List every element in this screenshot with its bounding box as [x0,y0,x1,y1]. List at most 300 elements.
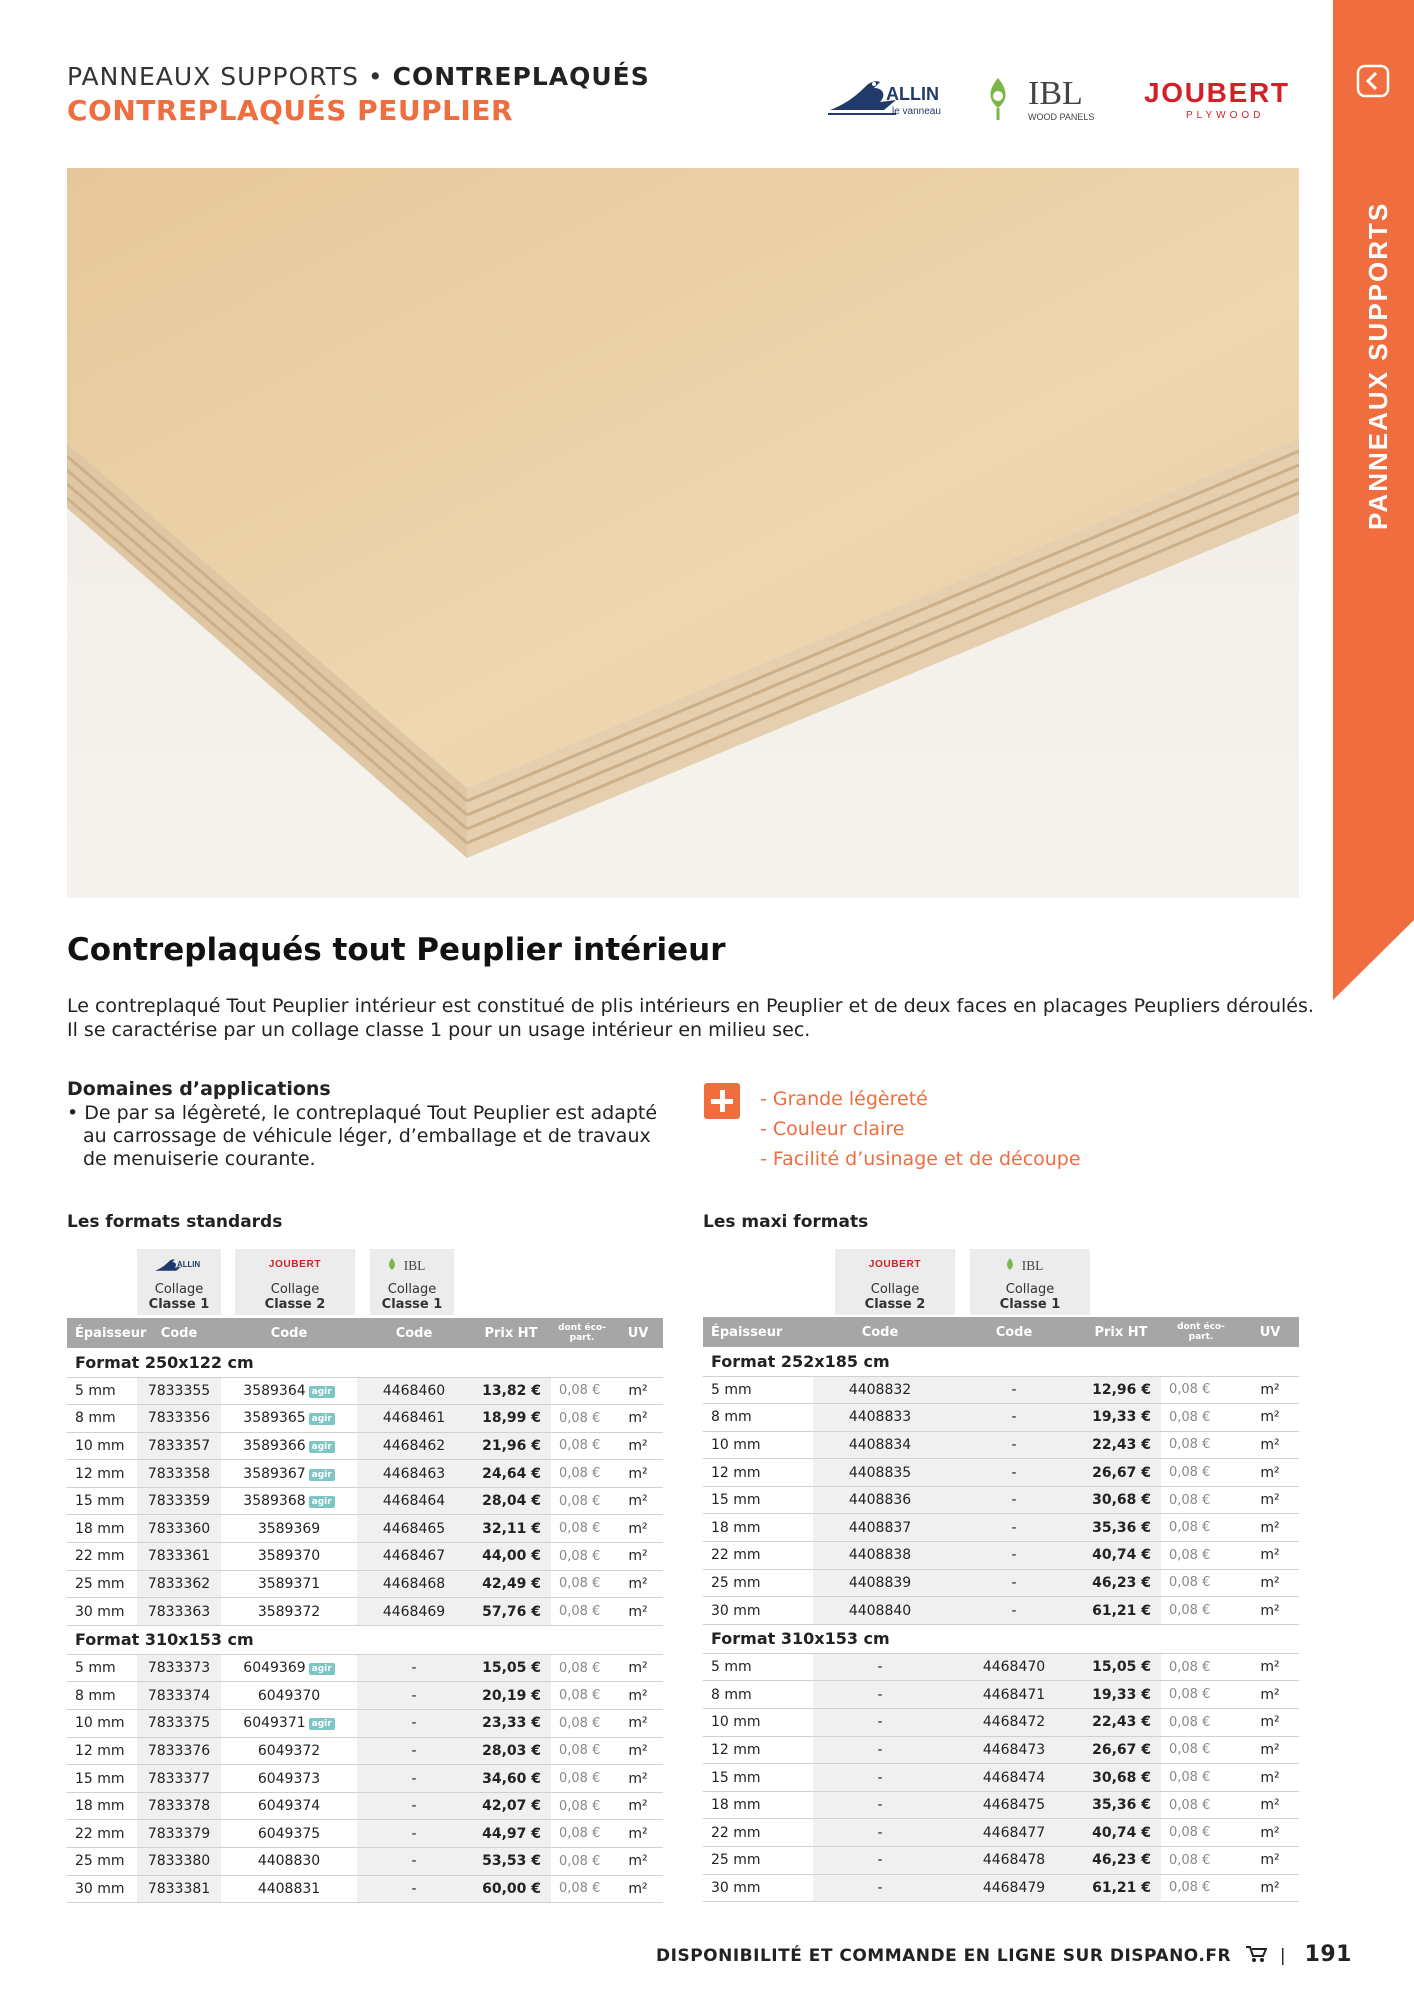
table-row [703,1431,1299,1459]
code-ibl-cell: - [947,1569,1081,1597]
unit-cell: m² [613,1654,663,1682]
thickness-cell: 25 mm [703,1569,813,1597]
code-ibl-cell: - [947,1431,1081,1459]
thickness-cell: 25 mm [67,1848,137,1876]
format-row [67,1348,663,1377]
code-joubert-cell [221,1654,357,1682]
code-allin-cell: 7833356 [137,1405,221,1433]
format-label: Format 310x153 cm [67,1625,663,1654]
code-value: 3589372 [257,1603,321,1620]
table-row [67,1432,663,1460]
unit-cell: m² [613,1765,663,1793]
table-row [703,1736,1299,1764]
product-photo [67,168,1299,898]
ibl-logo [1003,1255,1057,1277]
price-cell: 44,97 € [471,1820,551,1848]
side-tab[interactable] [1333,0,1414,1000]
code-joubert-cell: 4408832 [813,1376,947,1404]
code-joubert-cell [221,1377,357,1405]
code-ibl-cell: 4468477 [947,1819,1081,1847]
eco-part-cell: 0,08 € [1161,1404,1241,1432]
code-ibl-cell: - [947,1542,1081,1570]
table-row [67,1682,663,1710]
price-cell: 20,19 € [471,1682,551,1710]
code-allin-cell: 7833363 [137,1598,221,1626]
code-ibl-cell: - [357,1710,471,1738]
eco-part-cell: 0,08 € [1161,1542,1241,1570]
thickness-cell: 8 mm [703,1681,813,1709]
code-ibl-cell: 4468472 [947,1709,1081,1737]
code-value: 3589367 [243,1465,306,1482]
price-cell: 42,07 € [471,1792,551,1820]
code-allin-cell: 7833380 [137,1848,221,1876]
unit-cell: m² [1241,1764,1299,1792]
format-row [67,1625,663,1654]
eco-part-cell: 0,08 € [551,1377,613,1405]
price-cell: 40,74 € [1081,1819,1161,1847]
code-ibl-cell: 4468468 [357,1570,471,1598]
code-allin-cell: 7833377 [137,1765,221,1793]
thickness-cell: 30 mm [703,1597,813,1625]
code-value: 3589371 [257,1575,321,1592]
code-joubert-cell: - [813,1709,947,1737]
code-value: 6049371 [243,1715,306,1732]
price-cell: 46,23 € [1081,1569,1161,1597]
ibl-logo [984,70,1114,126]
code-joubert-cell: 4408839 [813,1569,947,1597]
table-row [67,1792,663,1820]
table-row [703,1569,1299,1597]
eco-part-cell: 0,08 € [551,1598,613,1626]
price-cell: 60,00 € [471,1875,551,1903]
code-joubert-cell [221,1598,357,1626]
benefit-item: - Grande légèreté [760,1088,928,1110]
code-value: 3589370 [257,1548,321,1565]
eco-part-cell: 0,08 € [551,1737,613,1765]
joubert-logo-name: JOUBERT [1144,77,1288,108]
agir-badge: agir [309,1386,335,1398]
eco-part-cell: 0,08 € [551,1487,613,1515]
breadcrumb [67,62,650,91]
unit-cell: m² [1241,1569,1299,1597]
unit-cell: m² [613,1377,663,1405]
price-cell: 46,23 € [1081,1847,1161,1875]
col-header: Prix HT [1081,1317,1161,1347]
code-allin-cell: 7833375 [137,1710,221,1738]
price-cell: 18,99 € [471,1405,551,1433]
code-joubert-cell [221,1848,357,1876]
code-allin-cell: 7833374 [137,1682,221,1710]
price-cell: 44,00 € [471,1543,551,1571]
col-header: Code [947,1317,1081,1347]
code-joubert-cell [221,1405,357,1433]
allin-logo-name: ALLIN [886,84,939,104]
page-title: CONTREPLAQUÉS PEUPLIER [67,94,514,127]
table-row [67,1820,663,1848]
thickness-cell: 8 mm [703,1404,813,1432]
code-value: 6049372 [257,1742,321,1759]
joubert-logo [268,1255,322,1277]
code-joubert-cell [221,1460,357,1488]
col-header: Code [221,1318,357,1348]
price-cell: 53,53 € [471,1848,551,1876]
unit-cell: m² [1241,1791,1299,1819]
thickness-cell: 22 mm [67,1543,137,1571]
code-ibl-cell: - [357,1737,471,1765]
table-row [703,1514,1299,1542]
breadcrumb-current: CONTREPLAQUÉS [392,62,650,91]
ibl-mini-name: IBL [403,1257,426,1273]
brand-column-joubert [235,1249,355,1315]
code-ibl-cell: 4468475 [947,1791,1081,1819]
code-ibl-cell: 4468461 [357,1405,471,1433]
classe-label: Classe 1 [148,1297,210,1312]
product-heading: Contreplaqués tout Peuplier intérieur [67,932,726,968]
code-joubert-cell: 4408834 [813,1431,947,1459]
thickness-cell: 12 mm [67,1460,137,1488]
table-row [67,1377,663,1405]
price-cell: 26,67 € [1081,1459,1161,1487]
price-cell: 19,33 € [1081,1681,1161,1709]
eco-part-cell: 0,08 € [1161,1514,1241,1542]
unit-cell: m² [1241,1597,1299,1625]
eco-part-cell: 0,08 € [551,1848,613,1876]
maxi-formats-title: Les maxi formats [703,1212,869,1232]
code-allin-cell: 7833378 [137,1792,221,1820]
code-allin-cell: 7833376 [137,1737,221,1765]
eco-part-cell: 0,08 € [551,1792,613,1820]
eco-part-cell: 0,08 € [1161,1681,1241,1709]
unit-cell: m² [1241,1819,1299,1847]
plus-icon [704,1083,740,1119]
collage-label: Collage [870,1282,920,1297]
code-joubert-cell: - [813,1736,947,1764]
code-ibl-cell: 4468469 [357,1598,471,1626]
thickness-cell: 18 mm [703,1791,813,1819]
eco-part-cell: 0,08 € [551,1460,613,1488]
code-joubert-cell [221,1737,357,1765]
price-cell: 15,05 € [1081,1653,1161,1681]
code-joubert-cell: - [813,1791,947,1819]
thickness-cell: 25 mm [703,1847,813,1875]
eco-part-cell: 0,08 € [1161,1874,1241,1902]
col-header: Épaisseur [703,1317,813,1347]
thickness-cell: 30 mm [67,1875,137,1903]
code-allin-cell: 7833379 [137,1820,221,1848]
eco-part-cell: 0,08 € [1161,1709,1241,1737]
eco-part-cell: 0,08 € [551,1515,613,1543]
code-ibl-cell: - [357,1820,471,1848]
table-row [67,1848,663,1876]
joubert-logo [1142,72,1292,126]
eco-part-cell: 0,08 € [1161,1459,1241,1487]
page-number: 191 [1304,1942,1352,1967]
eco-part-cell: 0,08 € [1161,1431,1241,1459]
thickness-cell: 10 mm [67,1432,137,1460]
unit-cell: m² [613,1405,663,1433]
unit-cell: m² [613,1432,663,1460]
table-row [67,1710,663,1738]
price-cell: 42,49 € [471,1570,551,1598]
unit-cell: m² [613,1710,663,1738]
table-row [703,1542,1299,1570]
code-joubert-cell [221,1570,357,1598]
table-row [67,1737,663,1765]
eco-part-cell: 0,08 € [1161,1653,1241,1681]
benefit-item: - Facilité d’usinage et de découpe [760,1148,1081,1170]
code-joubert-cell: - [813,1874,947,1902]
unit-cell: m² [613,1460,663,1488]
brand-column-joubert [835,1249,955,1315]
table-row [703,1653,1299,1681]
maxi-formats-table [703,1317,1299,1902]
eco-part-cell: 0,08 € [551,1405,613,1433]
format-label: Format 252x185 cm [703,1347,1299,1376]
thickness-cell: 12 mm [703,1736,813,1764]
unit-cell: m² [613,1487,663,1515]
price-cell: 28,04 € [471,1487,551,1515]
code-ibl-cell: - [357,1765,471,1793]
collage-label: Collage [387,1282,437,1297]
code-allin-cell: 7833360 [137,1515,221,1543]
price-cell: 34,60 € [471,1765,551,1793]
table-row [703,1376,1299,1404]
unit-cell: m² [1241,1736,1299,1764]
unit-cell: m² [613,1570,663,1598]
code-joubert-cell [221,1487,357,1515]
col-header: UV [613,1318,663,1348]
price-cell: 26,67 € [1081,1736,1161,1764]
allin-logo-sub: le vanneau [892,106,941,117]
code-ibl-cell: - [357,1875,471,1903]
unit-cell: m² [613,1598,663,1626]
code-value: 3589364 [243,1382,306,1399]
eco-part-cell: 0,08 € [551,1543,613,1571]
code-joubert-cell: 4408840 [813,1597,947,1625]
classe-label: Classe 2 [864,1297,926,1312]
table-row [67,1570,663,1598]
thickness-cell: 15 mm [67,1487,137,1515]
code-ibl-cell: - [947,1486,1081,1514]
unit-cell: m² [613,1820,663,1848]
unit-cell: m² [613,1515,663,1543]
table-row [67,1765,663,1793]
code-ibl-cell: - [947,1514,1081,1542]
code-value: 3589366 [243,1437,306,1454]
format-row [703,1624,1299,1653]
price-cell: 40,74 € [1081,1542,1161,1570]
col-header: Code [137,1318,221,1348]
eco-part-cell: 0,08 € [551,1765,613,1793]
price-cell: 22,43 € [1081,1431,1161,1459]
ibl-mini-name: IBL [1021,1257,1044,1273]
side-tab-label: PANNEAUX SUPPORTS [1363,201,1393,530]
table-row [67,1598,663,1626]
eco-part-cell: 0,08 € [1161,1486,1241,1514]
col-header: UV [1241,1317,1299,1347]
applications-title: Domaines d’applications [67,1078,331,1100]
thickness-cell: 8 mm [67,1682,137,1710]
col-header: dont éco-part. [1161,1317,1241,1347]
code-ibl-cell: - [947,1404,1081,1432]
code-value: 3589368 [243,1493,306,1510]
benefit-item: - Couleur claire [760,1118,905,1140]
price-cell: 12,96 € [1081,1376,1161,1404]
col-header: dont éco-part. [551,1318,613,1348]
table-row [703,1874,1299,1902]
format-label: Format 310x153 cm [703,1624,1299,1653]
code-ibl-cell: 4468474 [947,1764,1081,1792]
footer-link-text[interactable]: DISPONIBILITÉ ET COMMANDE EN LIGNE SUR DISPANO.FR [656,1946,1232,1966]
agir-badge: agir [309,1496,335,1508]
table-row [67,1875,663,1903]
table-row [67,1460,663,1488]
joubert-mini-name: JOUBERT [868,1259,921,1271]
unit-cell: m² [1241,1874,1299,1902]
thickness-cell: 12 mm [67,1737,137,1765]
eco-part-cell: 0,08 € [1161,1819,1241,1847]
format-row [703,1347,1299,1376]
code-allin-cell: 7833359 [137,1487,221,1515]
applications-text: • De par sa légèreté, le contreplaqué Tout Peuplier est adapté au carrossage de véhicule léger, d’emballage et de travaux de menuiserie courante. [67,1102,658,1170]
eco-part-cell: 0,08 € [1161,1376,1241,1404]
table-row [703,1791,1299,1819]
standard-formats-title: Les formats standards [67,1212,283,1232]
thickness-cell: 18 mm [67,1792,137,1820]
unit-cell: m² [1241,1376,1299,1404]
ibl-logo-name: IBL [1028,75,1083,112]
unit-cell: m² [1241,1514,1299,1542]
collage-label: Collage [1005,1282,1055,1297]
thickness-cell: 5 mm [67,1654,137,1682]
price-cell: 32,11 € [471,1515,551,1543]
table-row [703,1486,1299,1514]
price-cell: 28,03 € [471,1737,551,1765]
unit-cell: m² [613,1875,663,1903]
code-ibl-cell: 4468465 [357,1515,471,1543]
eco-part-cell: 0,08 € [551,1820,613,1848]
code-ibl-cell: 4468470 [947,1653,1081,1681]
price-cell: 13,82 € [471,1377,551,1405]
code-joubert-cell: 4408837 [813,1514,947,1542]
code-joubert-cell [221,1432,357,1460]
table-row [703,1597,1299,1625]
eco-part-cell: 0,08 € [1161,1791,1241,1819]
code-joubert-cell: 4408833 [813,1404,947,1432]
footer-separator: | [1279,1946,1287,1966]
code-joubert-cell [221,1820,357,1848]
code-joubert-cell: 4408836 [813,1486,947,1514]
joubert-logo-sub: PLYWOOD [1186,110,1265,121]
code-allin-cell: 7833357 [137,1432,221,1460]
table-row [67,1654,663,1682]
thickness-cell: 5 mm [703,1376,813,1404]
thickness-cell: 8 mm [67,1405,137,1433]
table-row [703,1847,1299,1875]
table-row [67,1405,663,1433]
code-ibl-cell: - [357,1654,471,1682]
brand-column-ibl [970,1249,1090,1315]
table-row [703,1764,1299,1792]
cart-icon[interactable] [1245,1945,1267,1963]
breadcrumb-section: PANNEAUX SUPPORTS • [67,62,393,91]
code-allin-cell: 7833358 [137,1460,221,1488]
thickness-cell: 15 mm [703,1764,813,1792]
code-joubert-cell [221,1543,357,1571]
code-ibl-cell: - [357,1792,471,1820]
brand-column-ibl [370,1249,454,1315]
collage-label: Collage [270,1282,320,1297]
code-joubert-cell: 4408835 [813,1459,947,1487]
thickness-cell: 30 mm [703,1874,813,1902]
price-cell: 15,05 € [471,1654,551,1682]
table-row [703,1459,1299,1487]
table-row [703,1681,1299,1709]
code-ibl-cell: - [947,1459,1081,1487]
product-intro: Le contreplaqué Tout Peuplier intérieur est constitué de plis intérieurs en Peuplier et de deux faces en placages Peupliers déroulés. Il se caractérise par un collage classe 1 pour un usage intérieur en milieu sec. [67,995,1314,1041]
unit-cell: m² [613,1792,663,1820]
code-joubert-cell [221,1710,357,1738]
eco-part-cell: 0,08 € [1161,1569,1241,1597]
thickness-cell: 10 mm [703,1431,813,1459]
eco-part-cell: 0,08 € [551,1875,613,1903]
allin-logo [152,1255,206,1277]
code-joubert-cell: 4408838 [813,1542,947,1570]
unit-cell: m² [1241,1486,1299,1514]
code-ibl-cell: 4468471 [947,1681,1081,1709]
thickness-cell: 5 mm [703,1653,813,1681]
code-joubert-cell [221,1792,357,1820]
table-row [67,1487,663,1515]
allin-mini-name: ALLIN [177,1259,201,1269]
thickness-cell: 18 mm [67,1515,137,1543]
unit-cell: m² [613,1543,663,1571]
unit-cell: m² [1241,1459,1299,1487]
code-joubert-cell: - [813,1764,947,1792]
code-joubert-cell: - [813,1847,947,1875]
code-joubert-cell [221,1765,357,1793]
price-cell: 19,33 € [1081,1404,1161,1432]
code-ibl-cell: - [357,1848,471,1876]
code-allin-cell: 7833373 [137,1654,221,1682]
unit-cell: m² [1241,1404,1299,1432]
agir-badge: agir [309,1663,335,1675]
agir-badge: agir [309,1413,335,1425]
code-ibl-cell: 4468464 [357,1487,471,1515]
code-ibl-cell: 4468478 [947,1847,1081,1875]
ibl-logo-sub: WOOD PANELS [1028,112,1095,122]
code-value: 6049374 [257,1798,321,1815]
thickness-cell: 30 mm [67,1598,137,1626]
price-cell: 61,21 € [1081,1874,1161,1902]
eco-part-cell: 0,08 € [551,1570,613,1598]
classe-label: Classe 1 [381,1297,443,1312]
price-cell: 57,76 € [471,1598,551,1626]
unit-cell: m² [613,1848,663,1876]
code-joubert-cell [221,1515,357,1543]
price-cell: 23,33 € [471,1710,551,1738]
code-joubert-cell: - [813,1681,947,1709]
code-ibl-cell: 4468463 [357,1460,471,1488]
code-joubert-cell [221,1875,357,1903]
code-value: 3589369 [257,1520,321,1537]
joubert-mini-name: JOUBERT [268,1259,321,1271]
code-ibl-cell: 4468473 [947,1736,1081,1764]
price-cell: 24,64 € [471,1460,551,1488]
code-value: 4408830 [257,1853,321,1870]
code-joubert-cell: - [813,1819,947,1847]
price-cell: 30,68 € [1081,1764,1161,1792]
